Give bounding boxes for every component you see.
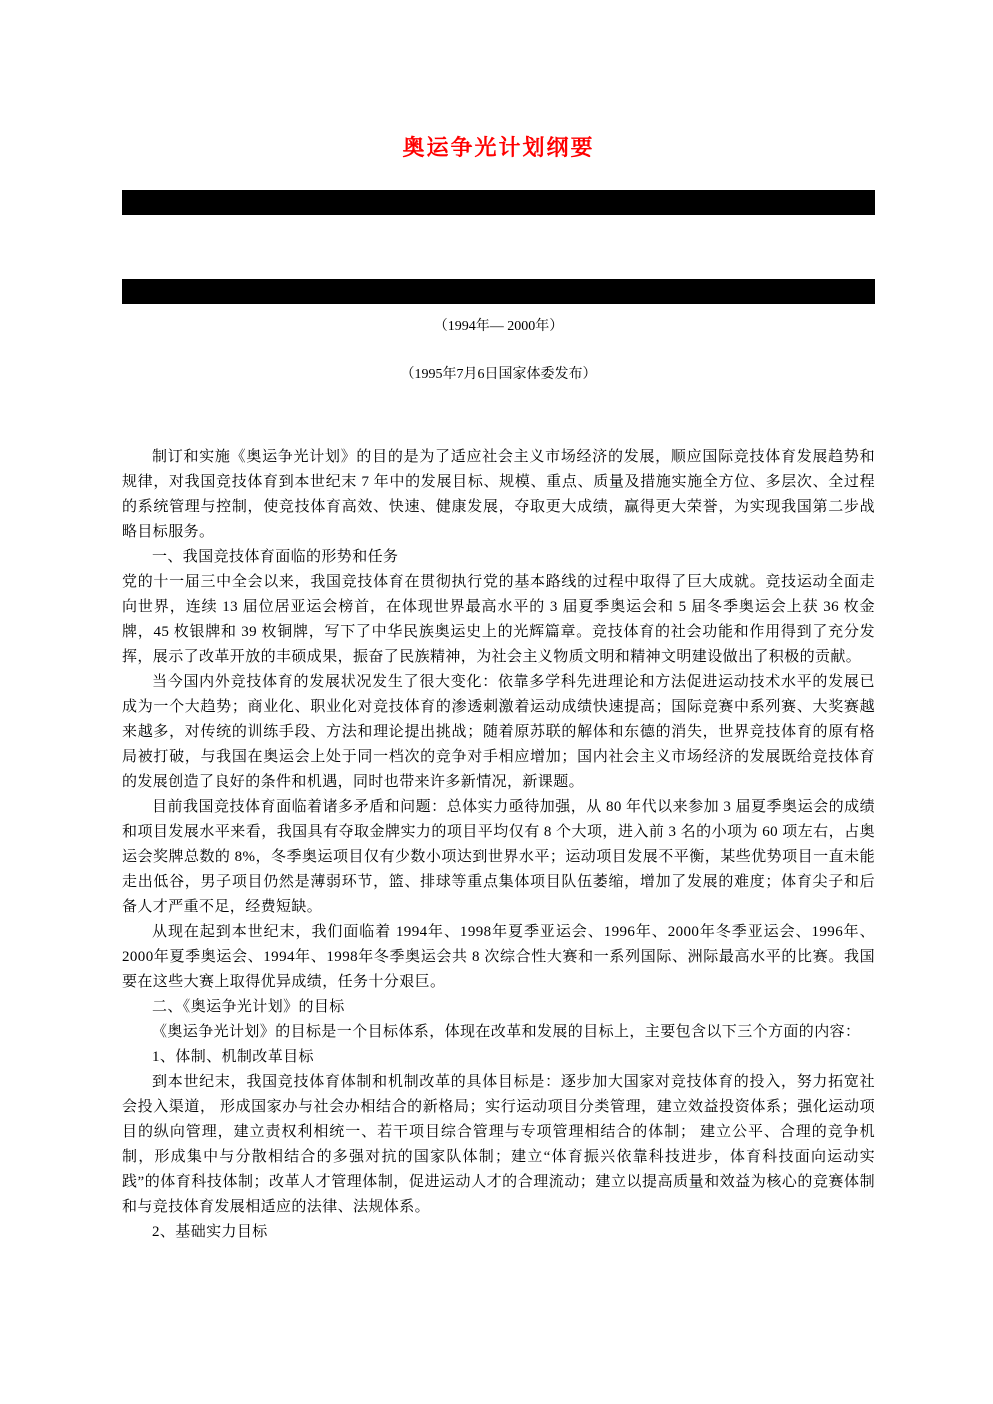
intro-paragraph: 制订和实施《奥运争光计划》的目的是为了适应社会主义市场经济的发展，顺应国际竞技体育发展趋势和规律，对我国竞技体育到本世纪末 7 年中的发展目标、规模、重点、质量及措施实施全方位、多层次、全过程的系统管理与控制，使竞技体育高效、快速、健康发展，夺取更大成绩，赢得更大荣誉，为实现我国第二步战略目标服务。 bbox=[122, 449, 875, 540]
date-range-line: （1994年— 2000年） bbox=[433, 319, 564, 334]
paragraph-reform-goals: 到本世纪末，我国竞技体育体制和机制改革的具体目标是：逐步加大国家对竞技体育的投入，努力拓宽社会投入渠道， 形成国家办与社会办相结合的新格局；实行运动项目分类管理，建立效益投资体系；强化运动项目的纵向管理，建立责权利相统一、若干项目综合管理与专项管理相结合的体制； 建立公平、合理的竞争机制，形成集中与分散相结合的多强对抗的国家队体制；建立“体育振兴依靠科技进步，体育科技面向运动实践”的体育科技体制；改革人才管理体制，促进运动人才的合理流动；建立以提高质量和效益为核心的竞赛体制和与竞技体育发展相适应的法律、法规体系。 bbox=[122, 1074, 875, 1215]
section-heading-1: 一、我国竞技体育面临的形势和任务 bbox=[152, 549, 399, 565]
paragraph-problems: 目前我国竞技体育面临着诸多矛盾和问题：总体实力亟待加强，从 80 年代以来参加 3 届夏季奥运会的成绩和项目发展水平来看，我国具有夺取金牌实力的项目平均仅有 8 个大项，进入前 3 名的小项为 60 项左右，占奥运会奖牌总数的 8%，冬季奥运项目仅有少数小项达到世界水平；运动项目发展不平衡，某些优势项目一直未能走出低谷，男子项目仍然是薄弱环节，篮、排球等重点集体项目队伍萎缩，增加了发展的难度；体育尖子和后备人才严重不足，经费短缺。 bbox=[122, 799, 875, 915]
redacted-header-bar-1 bbox=[122, 190, 875, 215]
subsection-heading-1: 1、体制、机制改革目标 bbox=[152, 1049, 314, 1065]
paragraph-goal-overview: 《奥运争光计划》的目标是一个目标体系，体现在改革和发展的目标上，主要包含以下三个方面的内容： bbox=[152, 1024, 861, 1040]
section-heading-2: 二、《奥运争光计划》的目标 bbox=[152, 999, 345, 1015]
paragraph-achievements: 党的十一届三中全会以来，我国竞技体育在贯彻执行党的基本路线的过程中取得了巨大成就。竞技运动全面走向世界，连续 13 届位居亚运会榜首，在体现世界最高水平的 3 届夏季奥运会和 5 届冬季奥运会上获 36 枚金牌，45 枚银牌和 39 枚铜牌，写下了中华民族奥运史上的光辉篇章。竞技体育的社会功能和作用得到了充分发挥，展示了改革开放的丰硕成果，振奋了民族精神，为社会主义物质文明和精神文明建设做出了积极的贡献。 bbox=[122, 574, 875, 665]
publish-info-line: （1995年7月6日国家体委发布） bbox=[400, 367, 597, 382]
document-body bbox=[122, 445, 875, 1245]
paragraph-changes: 当今国内外竞技体育的发展状况发生了很大变化：依靠多学科先进理论和方法促进运动技术水平的发展已成为一个大趋势；商业化、职业化对竞技体育的渗透刺激着运动成绩快速提高；国际竞赛中系列赛、大奖赛越来越多，对传统的训练手段、方法和理论提出挑战；随着原苏联的解体和东德的消失，世界竞技体育的原有格局被打破，与我国在奥运会上处于同一档次的竞争对手相应增加；国内社会主义市场经济的发展既给竞技体育的发展创造了良好的条件和机遇，同时也带来许多新情况，新课题。 bbox=[122, 674, 875, 790]
document-title: 奥运争光计划纲要 bbox=[402, 135, 595, 160]
paragraph-upcoming-games: 从现在起到本世纪末，我们面临着 1994年、1998年夏季亚运会、1996年、2000年冬季亚运会、1996年、2000年夏季奥运会、1994年、1998年冬季奥运会共 8 次综合性大赛和一系列国际、洲际最高水平的比赛。我国要在这些大赛上取得优异成绩，任务十分艰巨。 bbox=[122, 924, 875, 990]
redacted-header-bar-2 bbox=[122, 279, 875, 304]
subsection-heading-2: 2、基础实力目标 bbox=[152, 1224, 268, 1240]
